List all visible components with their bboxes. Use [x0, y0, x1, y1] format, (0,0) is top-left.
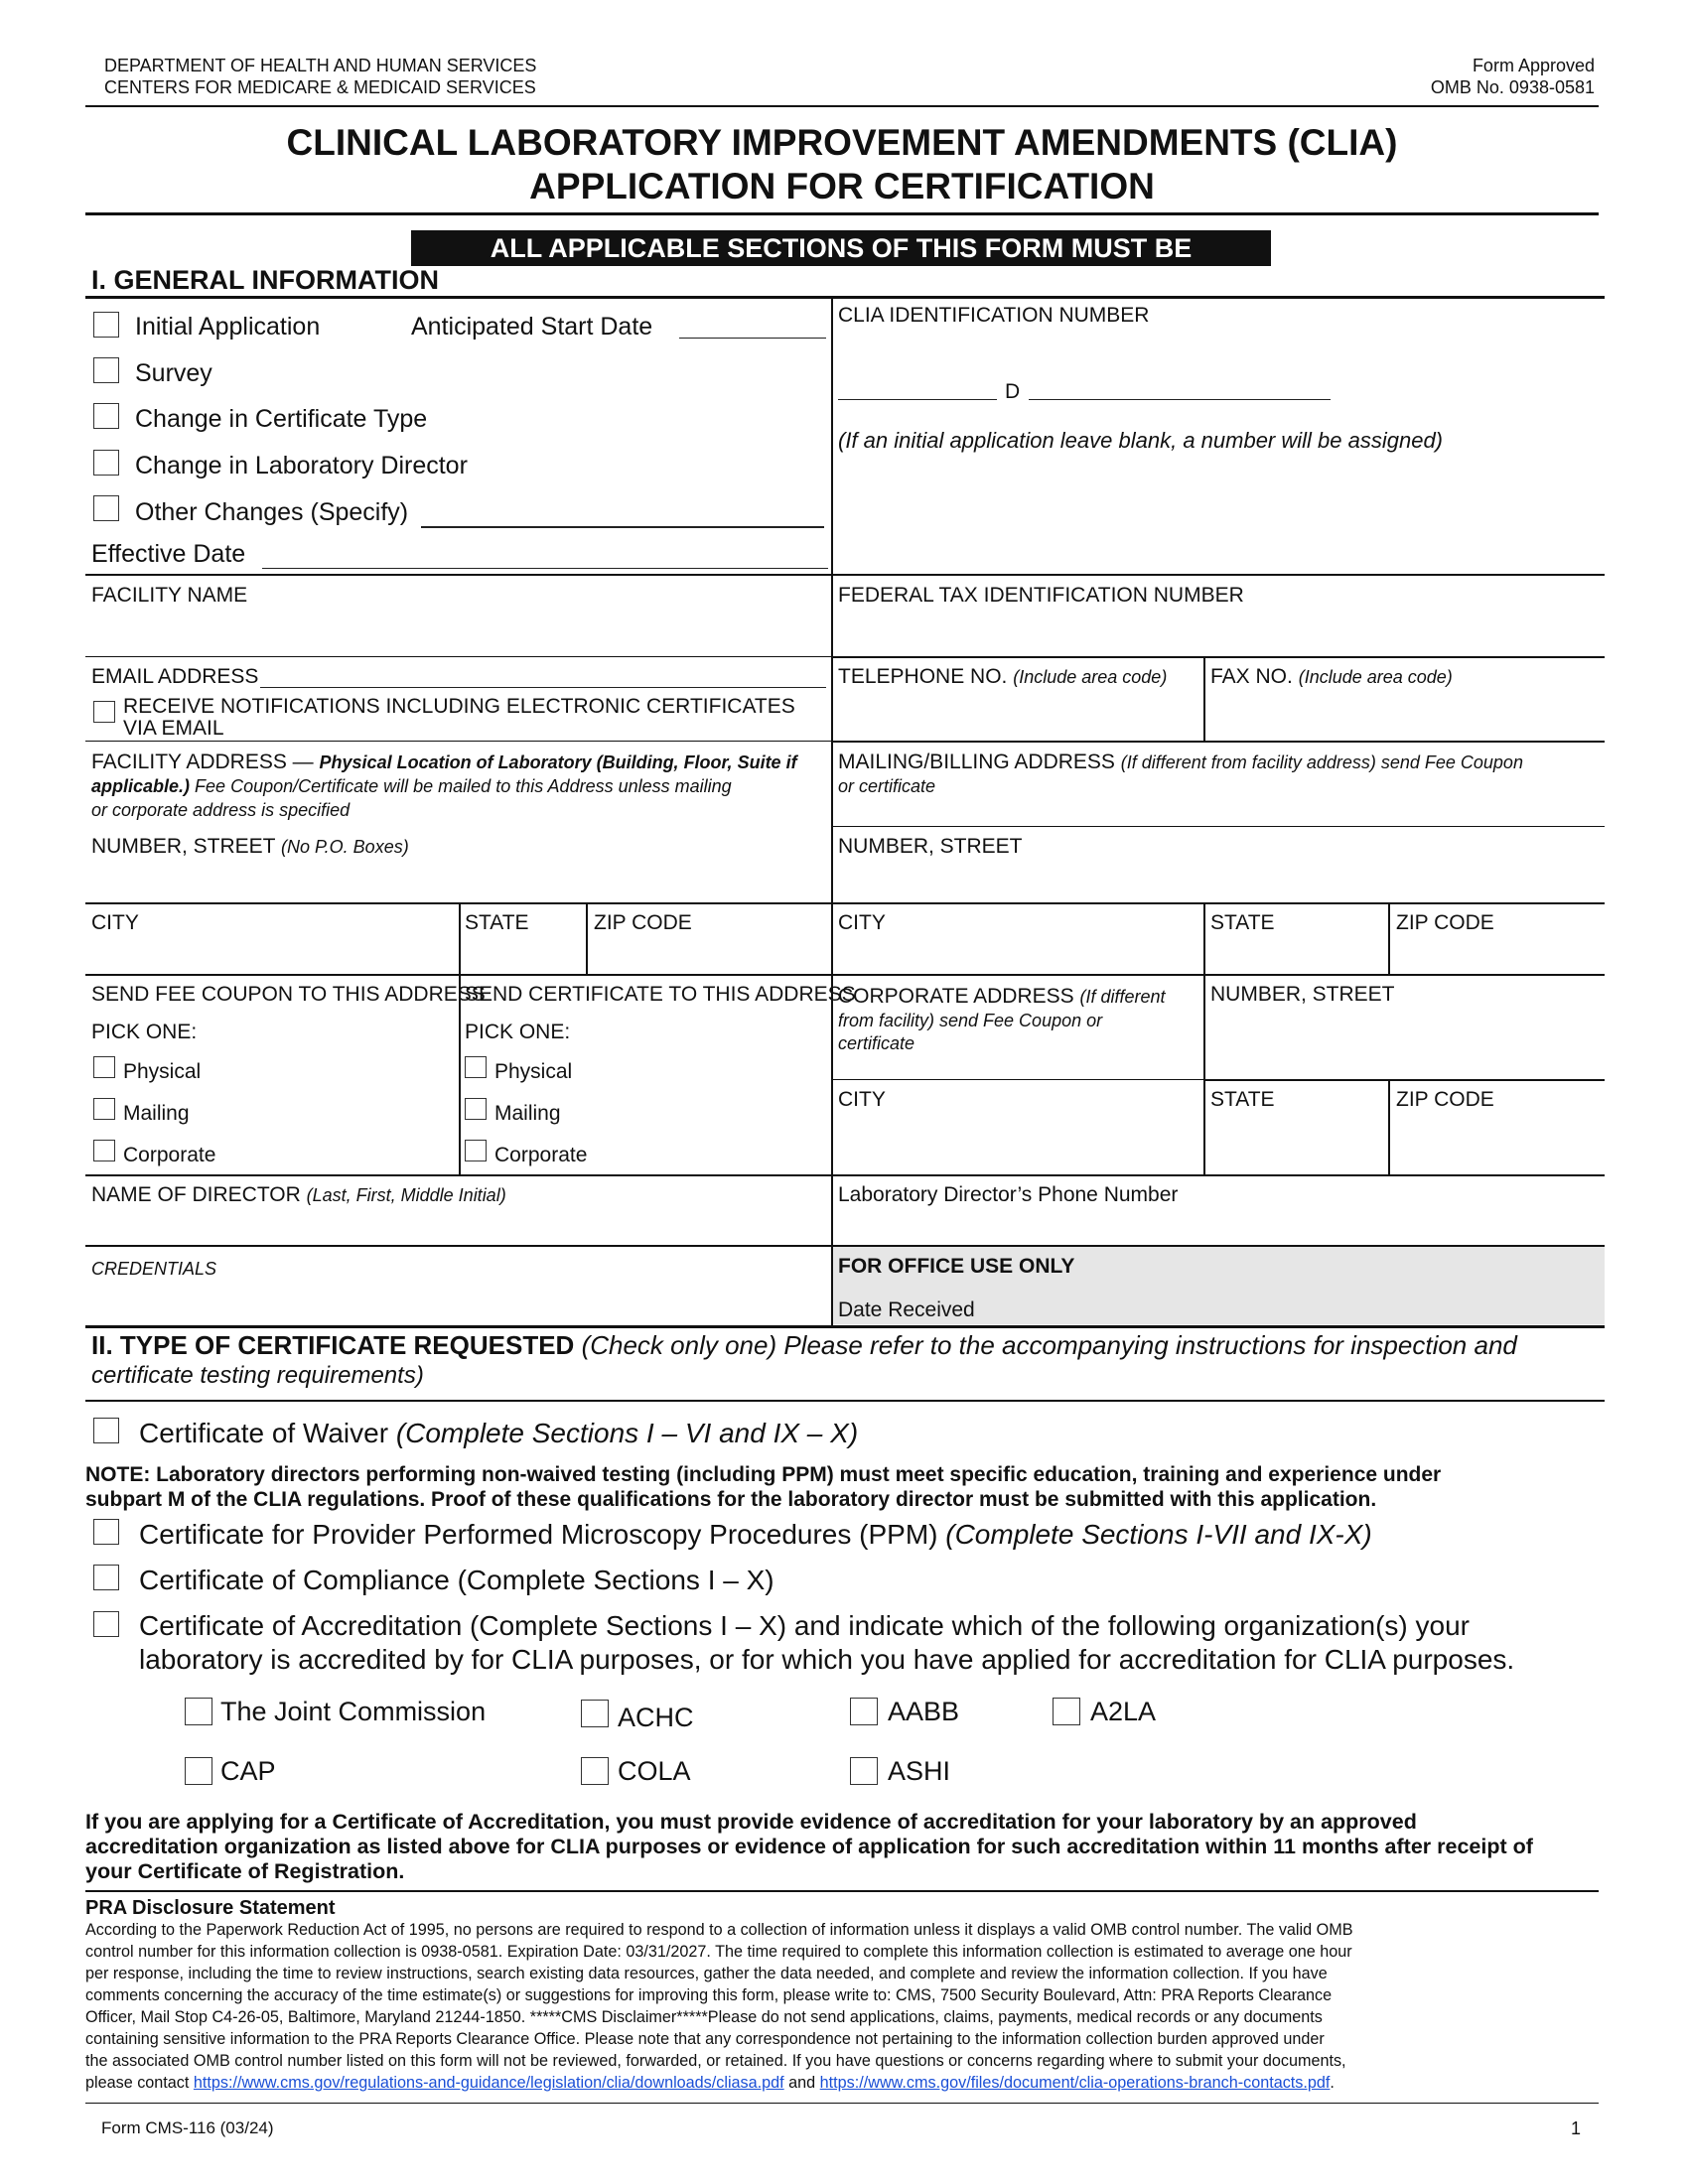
mailing-number-street-label[interactable]: NUMBER, STREET — [838, 835, 1023, 858]
facility-address-bold: Physical Location of Laboratory (Building, Floor, Suite if — [319, 752, 797, 772]
pra-and: and — [788, 2074, 816, 2092]
facility-address-applicable: applicable.) — [91, 776, 191, 796]
corporate-state-label[interactable]: STATE — [1210, 1088, 1275, 1111]
initial-application-label: Initial Application — [135, 313, 321, 341]
fee-mailing-label: Mailing — [123, 1102, 190, 1125]
credentials-label[interactable]: CREDENTIALS — [91, 1259, 217, 1279]
cert-mailing-checkbox[interactable] — [465, 1098, 487, 1120]
pra-line-3: per response, including the time to review instructions, search existing data resources, gather the data needed, and complete and review the information collection. If you have — [85, 1965, 1328, 1982]
form-title-line2: APPLICATION FOR CERTIFICATION — [529, 166, 1155, 206]
facility-zip-label[interactable]: ZIP CODE — [594, 911, 692, 934]
required-banner: ALL APPLICABLE SECTIONS OF THIS FORM MUST BE COMPLETED. — [411, 230, 1271, 266]
org-aabb-checkbox[interactable] — [850, 1698, 878, 1725]
change-cert-type-label: Change in Certificate Type — [135, 405, 428, 433]
fax-label-text: FAX NO. — [1210, 665, 1293, 688]
row-rule-6 — [85, 1174, 1605, 1176]
clia-id-label: CLIA IDENTIFICATION NUMBER — [838, 304, 1150, 327]
omb-number: OMB No. 0938-0581 — [1430, 77, 1595, 97]
director-name-text: NAME OF DIRECTOR — [91, 1183, 301, 1206]
telephone-note: (Include area code) — [1013, 667, 1168, 687]
pra-line-1: According to the Paperwork Reduction Act of 1995, no persons are required to respond to a collection of information unless it displays a valid OMB control number. The valid OMB — [85, 1921, 1353, 1939]
survey-label: Survey — [135, 359, 212, 387]
corporate-city-label[interactable]: CITY — [838, 1088, 886, 1111]
facility-number-street-text: NUMBER, STREET — [91, 835, 276, 858]
effective-date-label: Effective Date — [91, 540, 246, 568]
org-a2la-label: A2LA — [1090, 1697, 1157, 1726]
state-zip-divider-left — [586, 902, 588, 974]
facility-state-label[interactable]: STATE — [465, 911, 529, 934]
cert-accreditation-line-1: Certificate of Accreditation (Complete Sections I – X) and indicate which of the following organization(s) your — [139, 1610, 1471, 1641]
fax-label[interactable] — [1210, 665, 1453, 689]
pra-contact-prefix: please contact — [85, 2074, 190, 2092]
form-title-line1: CLINICAL LABORATORY IMPROVEMENT AMENDMENTS (CLIA) — [286, 122, 1398, 163]
section1-bottom-rule — [85, 1325, 1605, 1328]
footer-rule — [85, 2103, 1599, 2104]
clia-id-field-part2[interactable] — [1029, 399, 1331, 400]
cert-ppm-label — [139, 1519, 1372, 1551]
receive-notifications-checkbox[interactable] — [93, 701, 115, 723]
send-fee-label: SEND FEE COUPON TO THIS ADDRESS — [91, 983, 486, 1006]
pra-line-5: Officer, Mail Stop C4-26-05, Baltimore, Maryland 21244-1850. *****CMS Disclaimer*****Please do not send applications, claims, payments, medical records or any documents — [85, 2008, 1323, 2026]
telephone-label-text: TELEPHONE NO. — [838, 665, 1008, 688]
corporate-rule-right — [1203, 1079, 1605, 1081]
org-ashi-checkbox[interactable] — [850, 1757, 878, 1785]
corporate-address-text: CORPORATE ADDRESS — [838, 985, 1074, 1008]
section1-title: I. GENERAL INFORMATION — [91, 265, 439, 295]
mailing-rule — [831, 826, 1605, 827]
corporate-note-3: certificate — [838, 1033, 915, 1053]
survey-checkbox[interactable] — [93, 357, 119, 383]
facility-address-text: FACILITY ADDRESS — — [91, 751, 314, 773]
pra-line-6: containing sensitive information to the PRA Reports Clearance Office. Please note that any correspondence not pertaining to the information collection burden approved under — [85, 2030, 1325, 2048]
section2-title: II. TYPE OF CERTIFICATE REQUESTED — [91, 1330, 575, 1360]
director-name-note: (Last, First, Middle Initial) — [306, 1185, 506, 1205]
section2-rule — [85, 1400, 1605, 1402]
send-cert-pick-one: PICK ONE: — [465, 1021, 571, 1043]
org-joint-commission-checkbox[interactable] — [185, 1698, 212, 1725]
section1-center-divider — [831, 296, 833, 1326]
change-cert-type-checkbox[interactable] — [93, 403, 119, 429]
cert-waiver-text: Certificate of Waiver — [139, 1418, 389, 1448]
section2-note-2: certificate testing requirements) — [91, 1362, 424, 1389]
org-cap-checkbox[interactable] — [185, 1757, 212, 1785]
org-joint-commission-label: The Joint Commission — [220, 1697, 487, 1726]
pra-line-2: control number for this information collection is 0938-0581. Expiration Date: 03/31/2027. The time required to complete this information collection is estimated to average one hour — [85, 1943, 1352, 1961]
cert-ppm-note: (Complete Sections I-VII and IX-X) — [945, 1519, 1372, 1550]
section2-heading — [91, 1330, 1601, 1360]
form-id: Form CMS-116 (03/24) — [101, 2118, 274, 2137]
cert-accreditation-line-2: laboratory is accredited by for CLIA purposes, or for which you have applied for accreditation for CLIA purposes. — [139, 1644, 1515, 1675]
city-state-divider-right — [1203, 902, 1205, 974]
facility-address-note-2 — [91, 775, 732, 797]
dept-name: DEPARTMENT OF HEALTH AND HUMAN SERVICES — [104, 56, 537, 75]
page-number: 1 — [1571, 2118, 1582, 2138]
cert-waiver-note: (Complete Sections I – VI and IX – X) — [395, 1418, 859, 1448]
clia-d-label: D — [1005, 380, 1021, 403]
row-rule-2-left — [85, 656, 832, 657]
mailing-zip-label[interactable]: ZIP CODE — [1396, 911, 1494, 934]
cert-ppm-checkbox[interactable] — [93, 1519, 119, 1545]
pra-rule — [85, 1890, 1599, 1892]
corporate-divider — [1203, 974, 1205, 1175]
clia-contacts-link[interactable]: https://www.cms.gov/files/document/clia-operations-branch-contacts.pdf — [819, 2074, 1331, 2092]
note-line-2: subpart M of the CLIA regulations. Proof of these qualifications for the laboratory director must be submitted with this application. — [85, 1488, 1377, 1511]
cert-waiver-checkbox[interactable] — [93, 1418, 119, 1443]
director-phone-label[interactable]: Laboratory Director’s Phone Number — [838, 1183, 1179, 1206]
section1-rule — [85, 296, 1605, 299]
pra-period: . — [1330, 2074, 1335, 2092]
row-rule-5 — [85, 974, 1605, 976]
org-aabb-label: AABB — [888, 1697, 960, 1726]
org-ashi-label: ASHI — [888, 1756, 951, 1786]
office-use-label: FOR OFFICE USE ONLY — [838, 1255, 1075, 1278]
anticipated-start-field[interactable] — [679, 338, 826, 339]
cert-corporate-label: Corporate — [494, 1144, 588, 1166]
cliasa-link[interactable]: https://www.cms.gov/regulations-and-guidance/legislation/clia/downloads/cliasa.pdf — [193, 2074, 784, 2092]
mailing-address-label — [838, 751, 1523, 774]
fax-note: (Include area code) — [1298, 667, 1453, 687]
pra-line-8 — [85, 2073, 1335, 2093]
city-state-divider-left — [459, 902, 461, 974]
send-cert-label: SEND CERTIFICATE TO THIS ADDRESS — [465, 983, 856, 1006]
email-field[interactable] — [260, 687, 826, 688]
corporate-state-zip-divider — [1388, 1079, 1390, 1175]
fee-mailing-checkbox[interactable] — [93, 1098, 115, 1120]
pra-line-7: the associated OMB control number listed on this form will not be reviewed, forwarded, or retained. If you have questions or concerns regarding where to submit your documents, — [85, 2052, 1346, 2070]
mailing-note-1: (If different from facility address) send Fee Coupon — [1120, 752, 1523, 772]
facility-city-label[interactable]: CITY — [91, 911, 139, 934]
mailing-state-label[interactable]: STATE — [1210, 911, 1275, 934]
facility-address-line2: Fee Coupon/Certificate will be mailed to this Address unless mailing — [195, 776, 732, 796]
mailing-city-label[interactable]: CITY — [838, 911, 886, 934]
cert-corporate-checkbox[interactable] — [465, 1140, 487, 1161]
accred-para-2: accreditation organization as listed above for CLIA purposes or evidence of application for such accreditation within 11 months after receipt of — [85, 1835, 1533, 1858]
corporate-note-1: (If different — [1079, 987, 1166, 1007]
receive-notifications-label-1: RECEIVE NOTIFICATIONS INCLUDING ELECTRONIC CERTIFICATES — [123, 695, 795, 718]
change-director-label: Change in Laboratory Director — [135, 452, 468, 479]
fee-corporate-label: Corporate — [123, 1144, 216, 1166]
other-changes-checkbox[interactable] — [93, 495, 119, 521]
pra-title: PRA Disclosure Statement — [85, 1897, 336, 1919]
org-achc-label: ACHC — [618, 1703, 694, 1732]
facility-address-label — [91, 751, 797, 774]
note-label: NOTE: — [85, 1463, 151, 1486]
row-rule-2-right — [831, 656, 1605, 658]
row-rule-1 — [85, 574, 1605, 576]
state-zip-divider-right — [1388, 902, 1390, 974]
accred-para-1: If you are applying for a Certificate of Accreditation, you must provide evidence of accreditation for your laboratory by an approved — [85, 1810, 1417, 1834]
mailing-note-2: or certificate — [838, 776, 936, 796]
header-rule — [85, 105, 1599, 107]
clia-id-note: (If an initial application leave blank, a number will be assigned) — [838, 428, 1444, 453]
receive-notifications-label-2: VIA EMAIL — [123, 717, 224, 740]
org-cola-label: COLA — [618, 1756, 691, 1786]
clia-id-field-part1[interactable] — [838, 399, 997, 400]
cert-waiver-label — [139, 1418, 858, 1449]
row-rule-3-right — [831, 741, 1605, 743]
title-rule — [85, 212, 1599, 215]
cert-ppm-text: Certificate for Provider Performed Microscopy Procedures (PPM) — [139, 1519, 938, 1550]
email-label: EMAIL ADDRESS — [91, 665, 259, 688]
date-received-label: Date Received — [838, 1298, 975, 1321]
org-cap-label: CAP — [220, 1756, 276, 1786]
cert-physical-checkbox[interactable] — [465, 1056, 487, 1078]
fee-physical-checkbox[interactable] — [93, 1056, 115, 1078]
centers-name: CENTERS FOR MEDICARE & MEDICAID SERVICES — [104, 77, 536, 97]
change-director-checkbox[interactable] — [93, 450, 119, 476]
fee-cert-divider — [459, 974, 461, 1175]
org-a2la-checkbox[interactable] — [1053, 1698, 1080, 1725]
row-rule-4 — [85, 902, 1605, 904]
no-po-note: (No P.O. Boxes) — [280, 837, 409, 857]
corporate-address-label — [838, 985, 1166, 1009]
director-name-label[interactable] — [91, 1183, 506, 1207]
corporate-zip-label[interactable]: ZIP CODE — [1396, 1088, 1494, 1111]
row-rule-3-left — [85, 741, 832, 742]
cert-mailing-label: Mailing — [494, 1102, 561, 1125]
effective-date-field[interactable] — [262, 568, 828, 569]
corporate-number-street-label[interactable]: NUMBER, STREET — [1210, 983, 1395, 1006]
cert-compliance-label: Certificate of Compliance (Complete Sections I – X) — [139, 1565, 774, 1595]
cert-physical-label: Physical — [494, 1060, 573, 1083]
org-cola-checkbox[interactable] — [581, 1757, 609, 1785]
send-fee-pick-one: PICK ONE: — [91, 1021, 198, 1043]
corporate-note-2: from facility) send Fee Coupon or — [838, 1011, 1103, 1030]
accred-para-3: your Certificate of Registration. — [85, 1859, 405, 1883]
cert-accreditation-checkbox[interactable] — [93, 1611, 119, 1637]
section2-note-1: (Check only one) Please refer to the accompanying instructions for inspection and — [581, 1330, 1517, 1360]
corporate-rule-left — [831, 1079, 1204, 1080]
form-approved: Form Approved — [1472, 56, 1595, 75]
facility-address-note-3: or corporate address is specified — [91, 800, 351, 820]
cert-compliance-checkbox[interactable] — [93, 1565, 119, 1590]
other-changes-label: Other Changes (Specify) — [135, 498, 409, 526]
note-line-1 — [85, 1463, 1441, 1487]
org-achc-checkbox[interactable] — [581, 1700, 609, 1727]
mailing-address-text: MAILING/BILLING ADDRESS — [838, 751, 1115, 773]
tel-fax-divider — [1203, 656, 1205, 742]
initial-application-checkbox[interactable] — [93, 312, 119, 338]
fee-corporate-checkbox[interactable] — [93, 1140, 115, 1161]
anticipated-start-label: Anticipated Start Date — [411, 313, 653, 341]
note-text-1: Laboratory directors performing non-waived testing (including PPM) must meet specific education, training and experience under — [156, 1463, 1442, 1486]
facility-number-street-label[interactable] — [91, 835, 409, 859]
facility-name-label[interactable]: FACILITY NAME — [91, 584, 248, 607]
telephone-label[interactable] — [838, 665, 1167, 689]
federal-tax-label[interactable]: FEDERAL TAX IDENTIFICATION NUMBER — [838, 584, 1244, 607]
pra-line-4: comments concerning the accuracy of the time estimate(s) or suggestions for improving this form, please write to: CMS, 7500 Security Boulevard, Attn: PRA Reports Clearance — [85, 1986, 1333, 2004]
fee-physical-label: Physical — [123, 1060, 202, 1083]
other-changes-field[interactable] — [421, 526, 824, 528]
